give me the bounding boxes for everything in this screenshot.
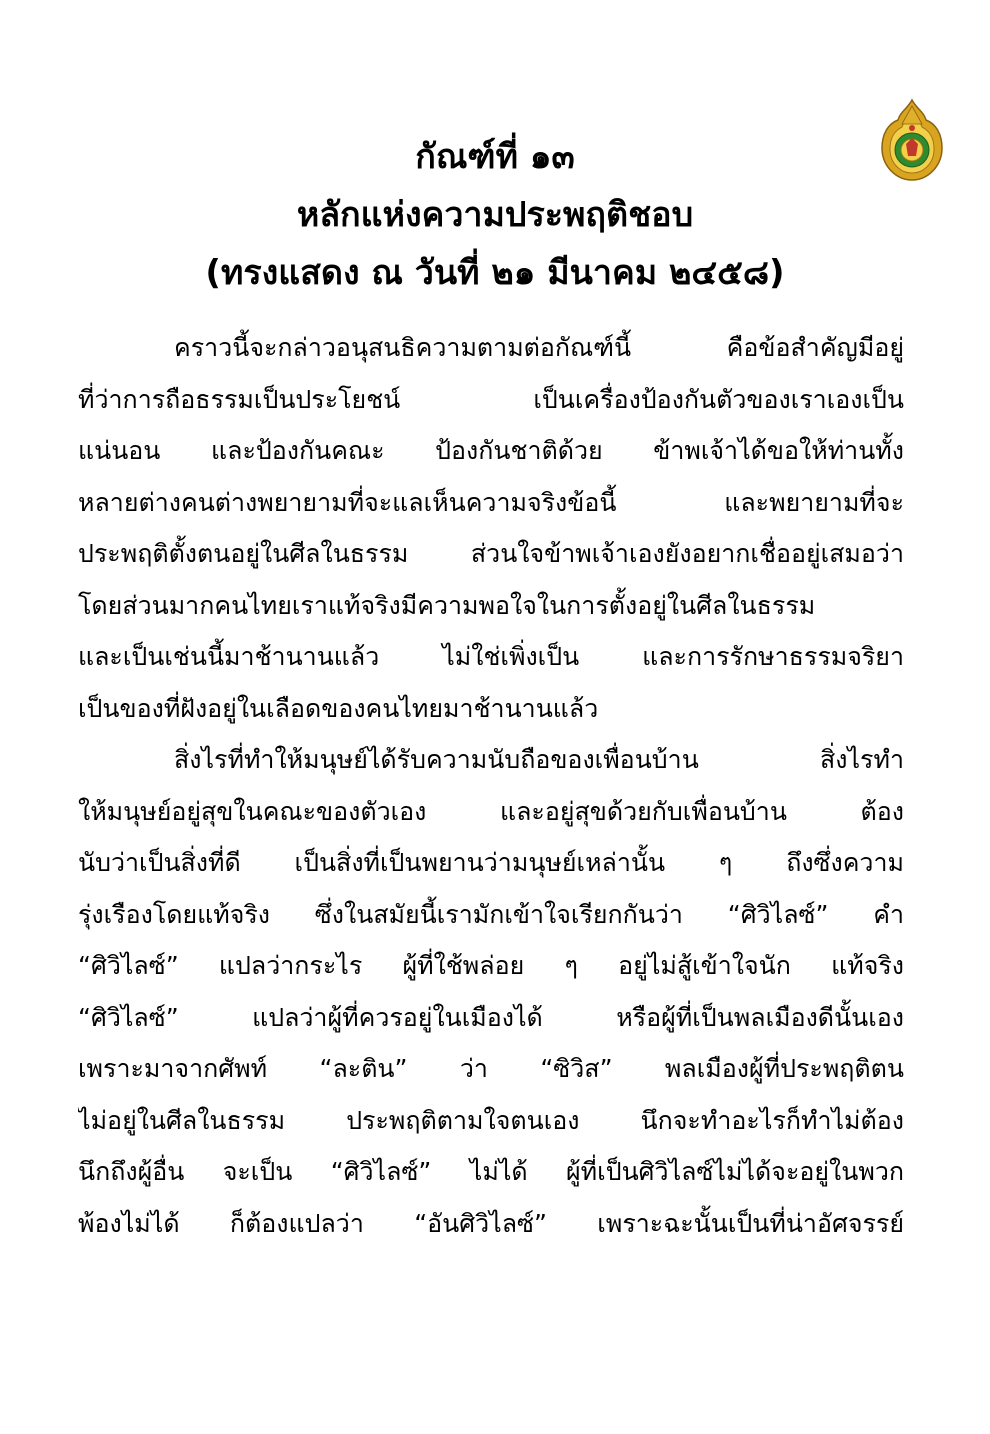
text-line: คราวนี้จะกล่าวอนุสนธิความตามต่อกัณฑ์นี้ คือข้อสำคัญมีอยู่ xyxy=(174,333,904,362)
text-line: ไม่อยู่ในศีลในธรรม ประพฤติตามใจตนเอง นึกจะทำอะไรก็ทำไม่ต้อง xyxy=(78,1105,904,1135)
text-line: เป็นของที่ฝังอยู่ในเลือดของคนไทยมาช้านานแล้ว xyxy=(78,693,599,723)
text-line: ที่ว่าการถือธรรมเป็นประโยชน์ เป็นเครื่องป้องกันตัวของเราเองเป็น xyxy=(78,384,904,414)
body-text xyxy=(78,322,904,1249)
text-line: โดยส่วนมากคนไทยเราแท้จริงมีความพอใจในการตั้งอยู่ในศีลในธรรม xyxy=(78,590,816,620)
title-block xyxy=(0,128,990,302)
text-line: หลายต่างคนต่างพยายามที่จะแลเห็นความจริงข้อนี้ และพยายามที่จะ xyxy=(78,487,904,517)
text-line: พ้องไม่ได้ ก็ต้องแปลว่า “อันศิวิไลซ์” เพราะฉะนั้นเป็นที่น่าอัศจรรย์ xyxy=(78,1208,904,1238)
date-line: (ทรงแสดง ณ วันที่ ๒๑ มีนาคม ๒๔๕๘) xyxy=(205,253,785,293)
text-line: สิ่งไรที่ทำให้มนุษย์ได้รับความนับถือของเพื่อนบ้าน สิ่งไรทำ xyxy=(174,745,904,774)
page-title: กัณฑ์ที่ ๑๓ xyxy=(415,137,575,177)
text-line: และเป็นเช่นนี้มาช้านานแล้ว ไม่ใช่เพิ่งเป็น และการรักษาธรรมจริยา xyxy=(78,642,904,671)
text-line: รุ่งเรืองโดยแท้จริง ซึ่งในสมัยนี้เรามักเข้าใจเรียกกันว่า “ศิวิไลซ์” คำ xyxy=(78,899,904,929)
text-line: “ศิวิไลซ์” แปลว่าผู้ที่ควรอยู่ในเมืองได้ หรือผู้ที่เป็นพลเมืองดีนั้นเอง xyxy=(78,1002,904,1032)
text-line: ประพฤติตั้งตนอยู่ในศีลในธรรม ส่วนใจข้าพเจ้าเองยังอยากเชื่ออยู่เสมอว่า xyxy=(78,539,904,568)
text-line: “ศิวิไลซ์” แปลว่ากระไร ผู้ที่ใช้พล่อย ๆ อยู่ไม่สู้เข้าใจนัก แท้จริง xyxy=(78,951,904,980)
text-line: แน่นอน และป้องกันคณะ ป้องกันชาติด้วย ข้าพเจ้าได้ขอให้ท่านทั้ง xyxy=(78,436,904,465)
text-line: ให้มนุษย์อยู่สุขในคณะของตัวเอง และอยู่สุขด้วยกับเพื่อนบ้าน ต้อง xyxy=(78,796,904,826)
text-line: นึกถึงผู้อื่น จะเป็น “ศิวิไลซ์” ไม่ได้ ผู้ที่เป็นศิวิไลซ์ไม่ได้จะอยู่ในพวก xyxy=(78,1157,904,1186)
text-line: เพราะมาจากศัพท์ “ละติน” ว่า “ซิวิส” พลเมืองผู้ที่ประพฤติตน xyxy=(78,1054,904,1083)
text-line: นับว่าเป็นสิ่งที่ดี เป็นสิ่งที่เป็นพยานว่ามนุษย์เหล่านั้น ๆ ถึงซึ่งความ xyxy=(78,848,904,877)
page-subtitle: หลักแห่งความประพฤติชอบ xyxy=(296,195,694,235)
